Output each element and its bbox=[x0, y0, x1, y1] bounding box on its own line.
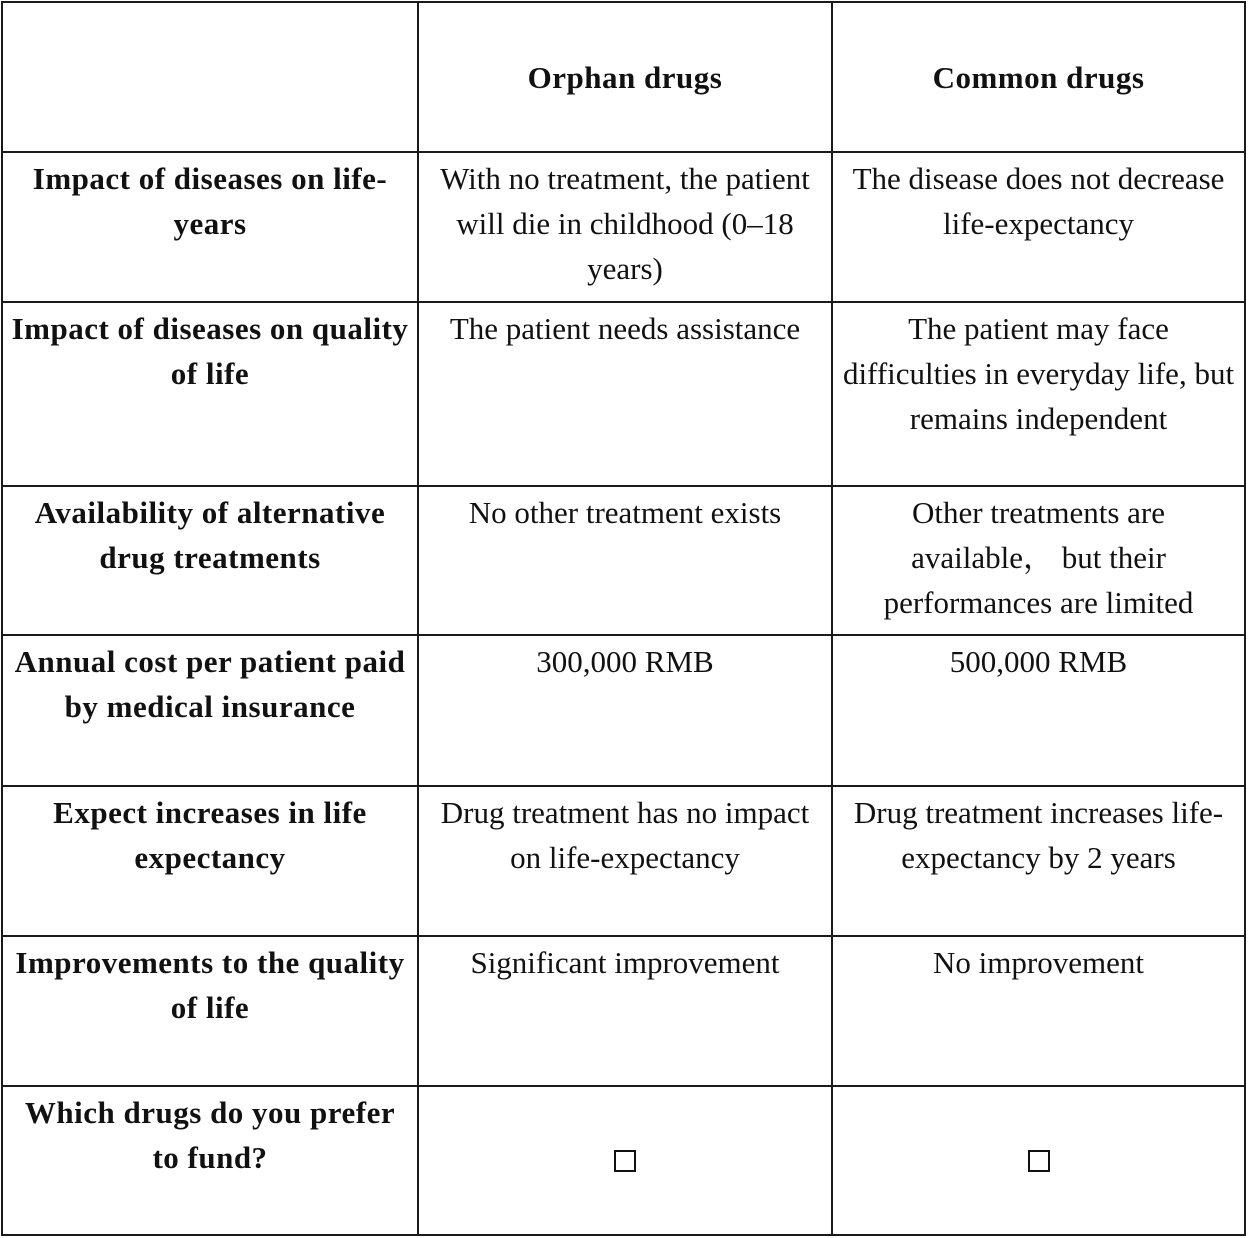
common-choice-cell bbox=[832, 1086, 1245, 1235]
question-row bbox=[2, 1086, 1245, 1235]
orphan-cell: Significant improvement bbox=[418, 936, 832, 1086]
common-cell: 500,000 RMB bbox=[832, 635, 1245, 786]
table-row bbox=[2, 635, 1245, 786]
orphan-cell: With no treatment, the patient will die in childhood (0–18 years) bbox=[418, 152, 832, 302]
header-empty-cell bbox=[2, 2, 418, 152]
row-label: Impact of diseases on quality of life bbox=[2, 302, 418, 486]
row-label: Annual cost per patient paid by medical insurance bbox=[2, 635, 418, 786]
common-cell: The disease does not decrease life-expectancy bbox=[832, 152, 1245, 302]
table-row bbox=[2, 936, 1245, 1086]
question-label: Which drugs do you prefer to fund? bbox=[2, 1086, 418, 1235]
common-cell: No improvement bbox=[832, 936, 1245, 1086]
common-cell: Other treatments are available， but their performances are limited bbox=[832, 486, 1245, 635]
orphan-choice-cell bbox=[418, 1086, 832, 1235]
orphan-cell: 300,000 RMB bbox=[418, 635, 832, 786]
row-label: Availability of alternative drug treatments bbox=[2, 486, 418, 635]
table-row bbox=[2, 152, 1245, 302]
orphan-drugs-checkbox[interactable] bbox=[614, 1150, 636, 1172]
orphan-cell: No other treatment exists bbox=[418, 486, 832, 635]
row-label: Improvements to the quality of life bbox=[2, 936, 418, 1086]
row-label: Expect increases in life expectancy bbox=[2, 786, 418, 936]
common-drugs-checkbox[interactable] bbox=[1028, 1150, 1050, 1172]
common-cell: The patient may face difficulties in everyday life, but remains independent bbox=[832, 302, 1245, 486]
table-row bbox=[2, 486, 1245, 635]
table-row bbox=[2, 302, 1245, 486]
header-common-drugs: Common drugs bbox=[832, 2, 1245, 152]
header-row bbox=[2, 2, 1245, 152]
orphan-cell: Drug treatment has no impact on life-expectancy bbox=[418, 786, 832, 936]
header-orphan-drugs: Orphan drugs bbox=[418, 2, 832, 152]
common-cell: Drug treatment increases life-expectancy by 2 years bbox=[832, 786, 1245, 936]
table-row bbox=[2, 786, 1245, 936]
row-label: Impact of diseases on life-years bbox=[2, 152, 418, 302]
orphan-cell: The patient needs assistance bbox=[418, 302, 832, 486]
comparison-table bbox=[1, 1, 1246, 1236]
